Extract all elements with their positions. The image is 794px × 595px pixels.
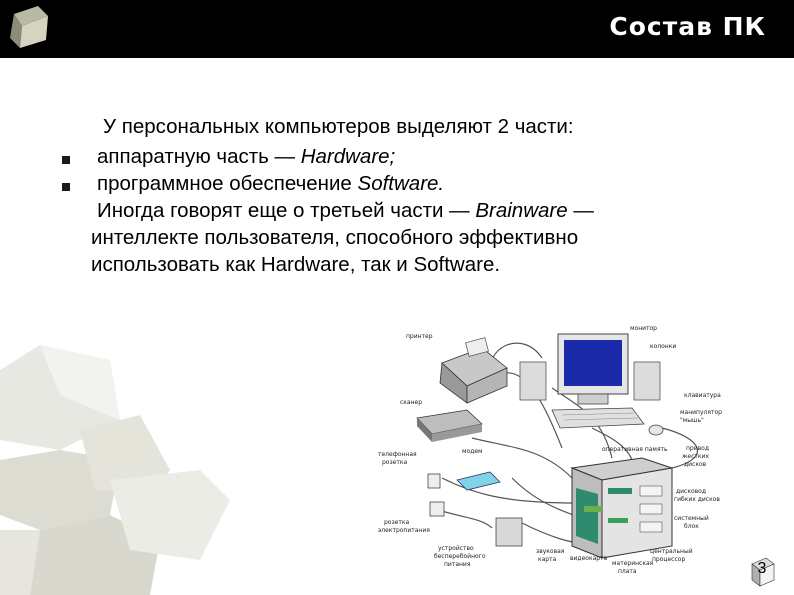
label-hdd-1: привод — [686, 445, 709, 452]
label-fdd-1: дисковод — [676, 488, 706, 495]
label-hdd-2: жестких — [682, 453, 709, 460]
right-speaker-icon — [634, 362, 660, 400]
brainware-line-2: интеллекте пользователя, способного эффективно — [91, 226, 579, 249]
mouse-icon — [649, 425, 663, 435]
label-modem: модем — [462, 448, 483, 455]
keyboard-icon — [552, 408, 644, 428]
left-speaker-icon — [520, 362, 546, 400]
label-psu-2: блок — [684, 523, 699, 530]
brainware-suffix: — — [567, 199, 594, 222]
label-mb-2: плата — [618, 568, 637, 575]
phone-socket-icon — [428, 474, 440, 488]
label-ram: оперативная память — [602, 446, 668, 453]
label-monitor: монитор — [630, 325, 657, 332]
label-mouse-2: "мышь" — [680, 417, 704, 424]
bullet-square-icon — [62, 156, 70, 164]
monitor-icon — [558, 334, 628, 404]
bullet-item-hardware — [97, 145, 395, 169]
label-hdd-3: дисков — [684, 461, 707, 468]
brainware-line-3: использовать как Hardware, так и Software. — [91, 253, 501, 276]
label-power-1: розетка — [384, 519, 410, 526]
brainware-prefix: Иногда говорят еще о третьей части — — [97, 199, 476, 222]
scanner-icon — [417, 410, 482, 442]
label-mb-1: материнская — [612, 560, 654, 567]
bullet-square-icon — [62, 183, 70, 191]
slide-title: Состав ПК — [609, 12, 766, 41]
bullet-text: аппаратную часть — — [97, 145, 301, 168]
power-socket-icon — [430, 502, 444, 516]
label-fdd-2: гибких дисков — [674, 496, 720, 503]
bullet-term: Software. — [357, 172, 445, 195]
label-mouse-1: манипулятор — [680, 409, 722, 416]
label-cpu-1: центральный — [650, 548, 693, 555]
brainware-term: Brainware — [475, 199, 568, 222]
label-speakers: колонки — [650, 343, 677, 350]
decorative-cubes — [0, 300, 240, 595]
ups-icon — [496, 518, 522, 546]
label-power-2: электропитания — [378, 527, 430, 534]
bullet-term: Hardware; — [300, 145, 396, 168]
brainware-line — [97, 199, 594, 223]
label-keyboard: клавиатура — [684, 392, 721, 399]
pc-components-diagram — [372, 318, 732, 580]
label-video: видеокарта — [570, 555, 608, 562]
label-phone-1: телефонная — [378, 451, 417, 458]
label-ups-1: устройство — [438, 545, 474, 552]
bullet-text: программное обеспечение — [97, 172, 358, 195]
printer-icon — [440, 338, 507, 403]
system-unit-icon — [572, 458, 672, 558]
label-phone-2: розетка — [382, 459, 408, 466]
page-number: 3 — [757, 560, 767, 577]
label-scanner: сканер — [400, 399, 423, 406]
label-ups-3: питания — [444, 561, 471, 568]
label-printer: принтер — [406, 333, 433, 340]
intro-text: У персональных компьютеров выделяют 2 части: — [103, 115, 574, 138]
label-cpu-2: процессор — [652, 556, 686, 563]
label-psu-1: системный — [674, 515, 709, 522]
label-sound-1: звуковая — [536, 548, 565, 555]
label-ups-2: бесперебойного — [434, 553, 486, 560]
bullet-item-software — [97, 172, 444, 196]
label-sound-2: карта — [538, 556, 557, 563]
